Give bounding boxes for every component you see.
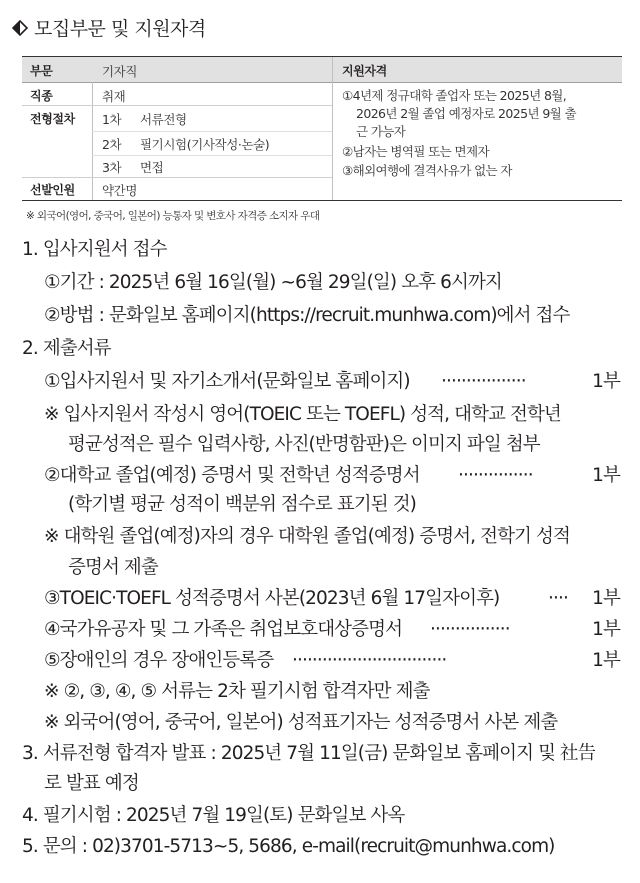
value-job-type: 취재 <box>102 89 126 104</box>
doc-4-dots: ················ <box>430 619 510 640</box>
qual-line: ②남자는 병역필 또는 면제자 <box>342 144 489 159</box>
doc-2-sub: (학기별 평균 성적이 백분위 점수로 표기된 것) <box>68 494 416 515</box>
label-division: 부문 <box>30 64 53 78</box>
label-procedure: 전형절차 <box>30 112 75 126</box>
qual-line: ①4년제 정규대학 졸업자 또는 2025년 8월, <box>342 88 567 103</box>
doc-5: ⑤장애인의 경우 장애인등록증 <box>44 650 274 671</box>
doc-1: ①입사지원서 및 자기소개서(문화일보 홈페이지) <box>44 371 410 392</box>
doc-2-count: 1부 <box>592 465 620 486</box>
qual-line: ③해외여행에 결격사유가 없는 자 <box>342 163 512 178</box>
procedure-step-name: 필기시험(기사작성·논술) <box>140 137 270 152</box>
qual-header: 지원자격 <box>342 64 387 78</box>
doc-3-count: 1부 <box>592 588 620 609</box>
procedure-step-no: 3차 <box>102 160 122 175</box>
label-headcount: 선발인원 <box>30 183 75 197</box>
table-note: ※ 외국어(영어, 중국어, 일본어) 능통자 및 변호사 자격증 소지자 우대 <box>26 210 320 222</box>
diamond-bullet-icon <box>12 20 28 36</box>
section-3-line: 3. 서류전형 합격자 발표 : 2025년 7월 11일(금) 문화일보 홈페이지 및 社告 <box>22 743 596 764</box>
s1-method: ②방법 : 문화일보 홈페이지(https://recruit.munhwa.com)에서 접수 <box>44 305 570 326</box>
doc-3: ③TOEIC·TOEFL 성적증명서 사본(2023년 6월 17일자이후) <box>44 588 500 609</box>
doc-2: ②대학교 졸업(예정) 증명서 및 전학년 성적증명서 <box>44 465 420 486</box>
section-2-title: 2. 제출서류 <box>22 338 111 359</box>
label-job-type: 직종 <box>30 89 53 103</box>
section-5-contact: 5. 문의 : 02)3701-5713~5, 5686, e-mail(recruit@munhwa.com) <box>22 836 555 857</box>
doc-5-dots: ······························· <box>292 650 447 671</box>
section-3-line: 로 발표 예정 <box>44 773 139 794</box>
note-3: ※ ②, ③, ④, ⑤ 서류는 2차 필기시험 합격자만 제출 <box>44 681 430 702</box>
section-title: 모집부문 및 지원자격 <box>34 18 206 40</box>
section-4: 4. 필기시험 : 2025년 7월 19일(토) 문화일보 사옥 <box>22 805 405 826</box>
procedure-step-name: 서류전형 <box>140 112 187 127</box>
note-4: ※ 외국어(영어, 중국어, 일본어) 성적표기자는 성적증명서 사본 제출 <box>44 712 558 733</box>
note-2-line: 증명서 제출 <box>68 557 158 578</box>
doc-1-dots: ················· <box>441 371 526 392</box>
doc-2-dots: ··············· <box>458 465 533 486</box>
note-2-line: ※ 대학원 졸업(예정)자의 경우 대학원 졸업(예정) 증명서, 전학기 성적 <box>44 526 570 547</box>
section-1-title: 1. 입사지원서 접수 <box>22 239 167 260</box>
doc-5-count: 1부 <box>592 650 620 671</box>
procedure-step-no: 1차 <box>102 112 122 127</box>
doc-4: ④국가유공자 및 그 가족은 취업보호대상증명서 <box>44 619 403 640</box>
note-1-line: ※ 입사지원서 작성시 영어(TOEIC 또는 TOEFL) 성적, 대학교 전학년 <box>44 404 561 425</box>
recruit-table <box>22 56 622 201</box>
procedure-step-no: 2차 <box>102 137 122 152</box>
value-division: 기자직 <box>102 64 138 79</box>
qual-line: 2026년 2월 졸업 예정자로 2025년 9월 출 <box>356 106 576 121</box>
doc-3-dots: ···· <box>548 588 568 609</box>
note-1-line: 평균성적은 필수 입력사항, 사진(반명함판)은 이미지 파일 첨부 <box>68 434 540 455</box>
qual-line: 근 가능자 <box>356 124 406 139</box>
doc-1-count: 1부 <box>592 371 620 392</box>
s1-period: ①기간 : 2025년 6월 16일(월) ~6월 29일(일) 오후 6시까지 <box>44 272 502 293</box>
section-header <box>12 14 206 41</box>
value-headcount: 약간명 <box>102 183 138 198</box>
doc-4-count: 1부 <box>592 619 620 640</box>
procedure-step-name: 면접 <box>140 160 164 175</box>
